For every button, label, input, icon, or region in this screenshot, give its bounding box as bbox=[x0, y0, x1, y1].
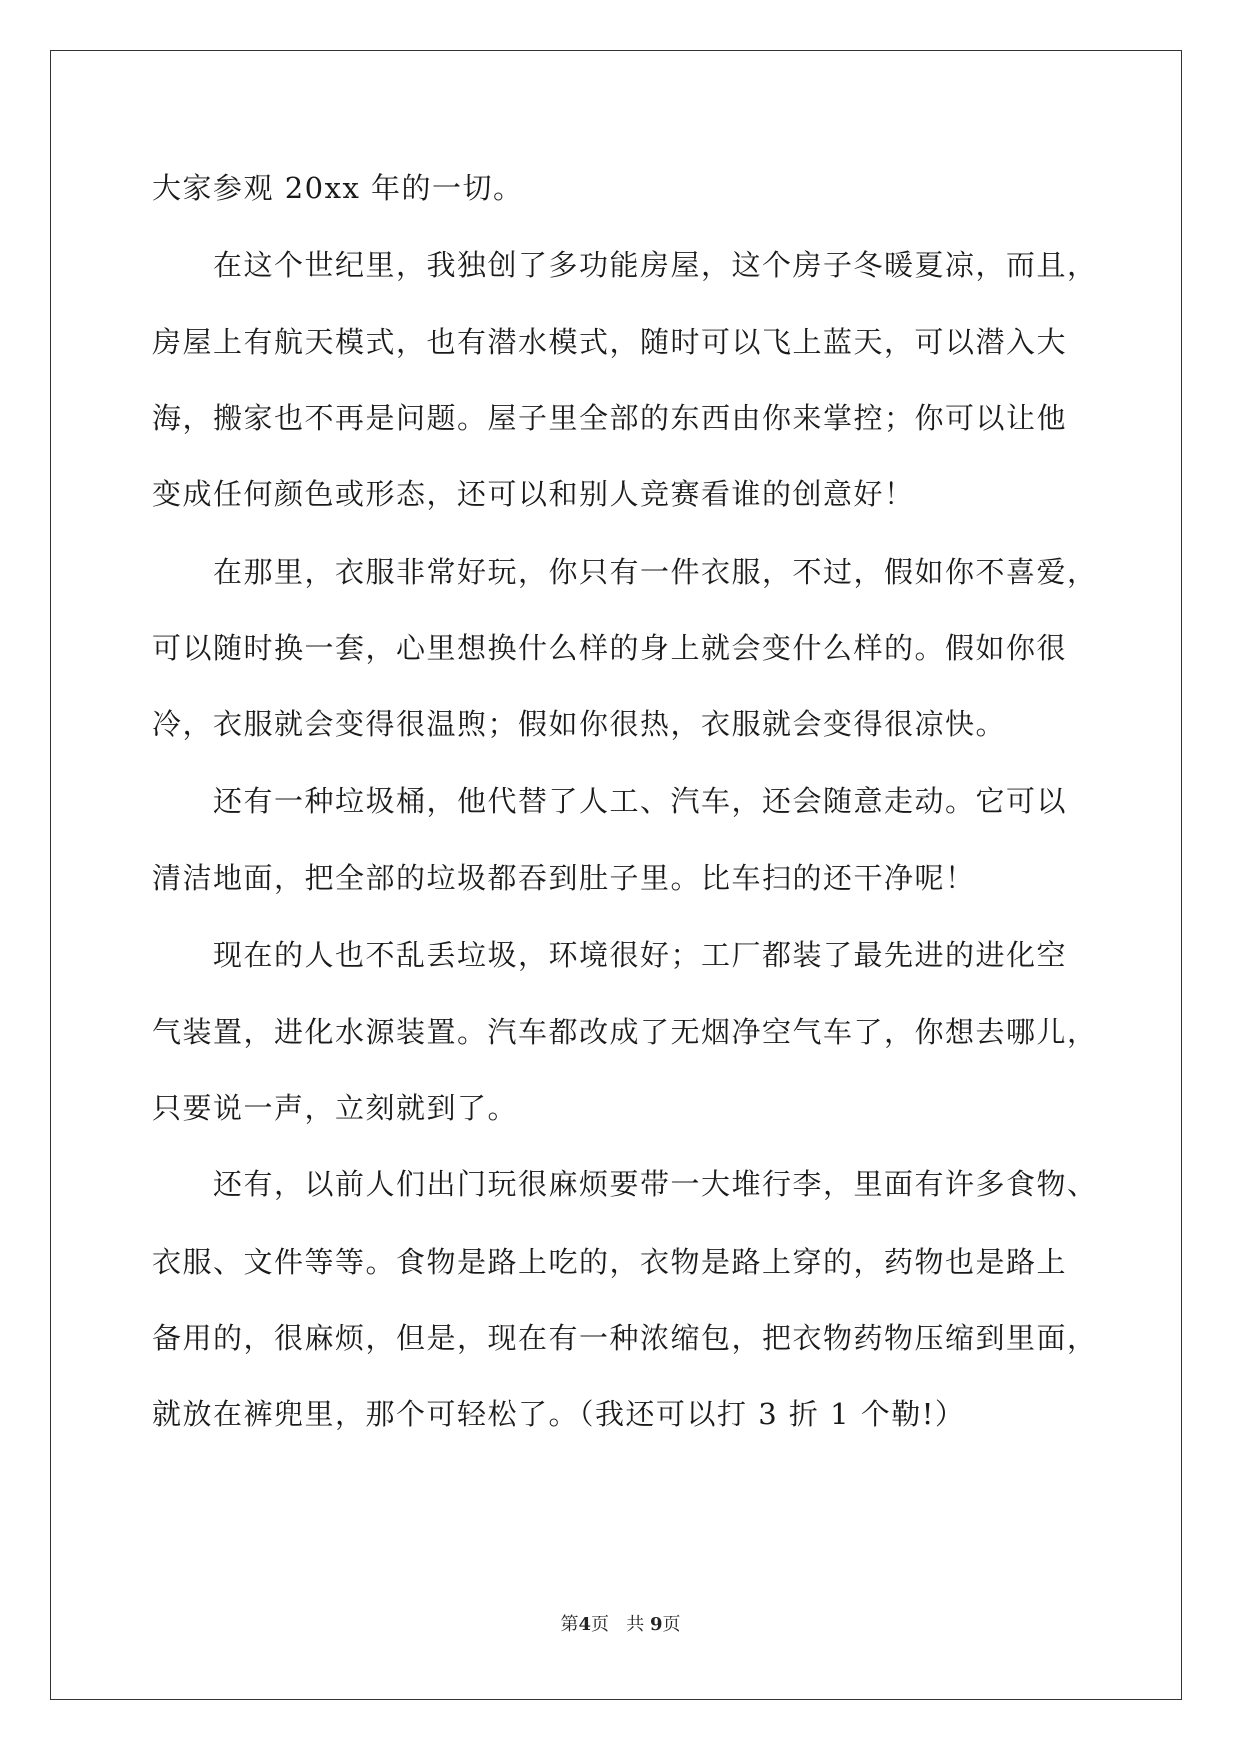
text-line: 可以随时换一套，心里想换什么样的身上就会变什么样的。假如你很 bbox=[152, 631, 1068, 665]
current-page-number: 4 bbox=[578, 1614, 592, 1635]
text-line: 大家参观 20xx 年的一切。 bbox=[152, 171, 524, 205]
text-line: 在这个世纪里，我独创了多功能房屋，这个房子冬暖夏凉，而且， bbox=[152, 248, 1098, 282]
footer-total-prefix: 共 bbox=[626, 1614, 645, 1635]
text-line: 海，搬家也不再是问题。屋子里全部的东西由你来掌控；你可以让他 bbox=[152, 401, 1068, 435]
footer-prefix: 第 bbox=[560, 1614, 579, 1635]
text-line: 备用的，很麻烦，但是，现在有一种浓缩包，把衣物药物压缩到里面， bbox=[152, 1321, 1098, 1355]
text-line: 在那里，衣服非常好玩，你只有一件衣服，不过，假如你不喜爱， bbox=[152, 555, 1098, 589]
text-line: 气装置，进化水源装置。汽车都改成了无烟净空气车了，你想去哪儿， bbox=[152, 1015, 1098, 1049]
text-line: 就放在裤兜里，那个可轻松了。（我还可以打 3 折 1 个勒!） bbox=[152, 1397, 966, 1431]
text-line: 现在的人也不乱丢垃圾，环境很好；工厂都装了最先进的进化空 bbox=[152, 938, 1068, 972]
text-line: 还有一种垃圾桶，他代替了人工、汽车，还会随意走动。它可以 bbox=[152, 784, 1068, 818]
text-line: 还有，以前人们出门玩很麻烦要带一大堆行李，里面有许多食物、 bbox=[152, 1167, 1098, 1201]
text-line: 只要说一声，立刻就到了。 bbox=[152, 1091, 519, 1125]
text-line: 冷，衣服就会变得很温煦；假如你很热，衣服就会变得很凉快。 bbox=[152, 707, 1007, 741]
text-line: 变成任何颜色或形态，还可以和别人竞赛看谁的创意好！ bbox=[152, 477, 915, 511]
text-line: 衣服、文件等等。食物是路上吃的，衣物是路上穿的，药物也是路上 bbox=[152, 1245, 1068, 1279]
footer-total-suffix: 页 bbox=[662, 1614, 681, 1635]
page-footer bbox=[0, 1613, 1241, 1637]
footer-page-suffix: 页 bbox=[591, 1614, 610, 1635]
total-page-count: 9 bbox=[649, 1614, 663, 1635]
text-line: 清洁地面，把全部的垃圾都吞到肚子里。比车扫的还干净呢！ bbox=[152, 861, 976, 895]
text-line: 房屋上有航天模式，也有潜水模式，随时可以飞上蓝天，可以潜入大 bbox=[152, 325, 1068, 359]
